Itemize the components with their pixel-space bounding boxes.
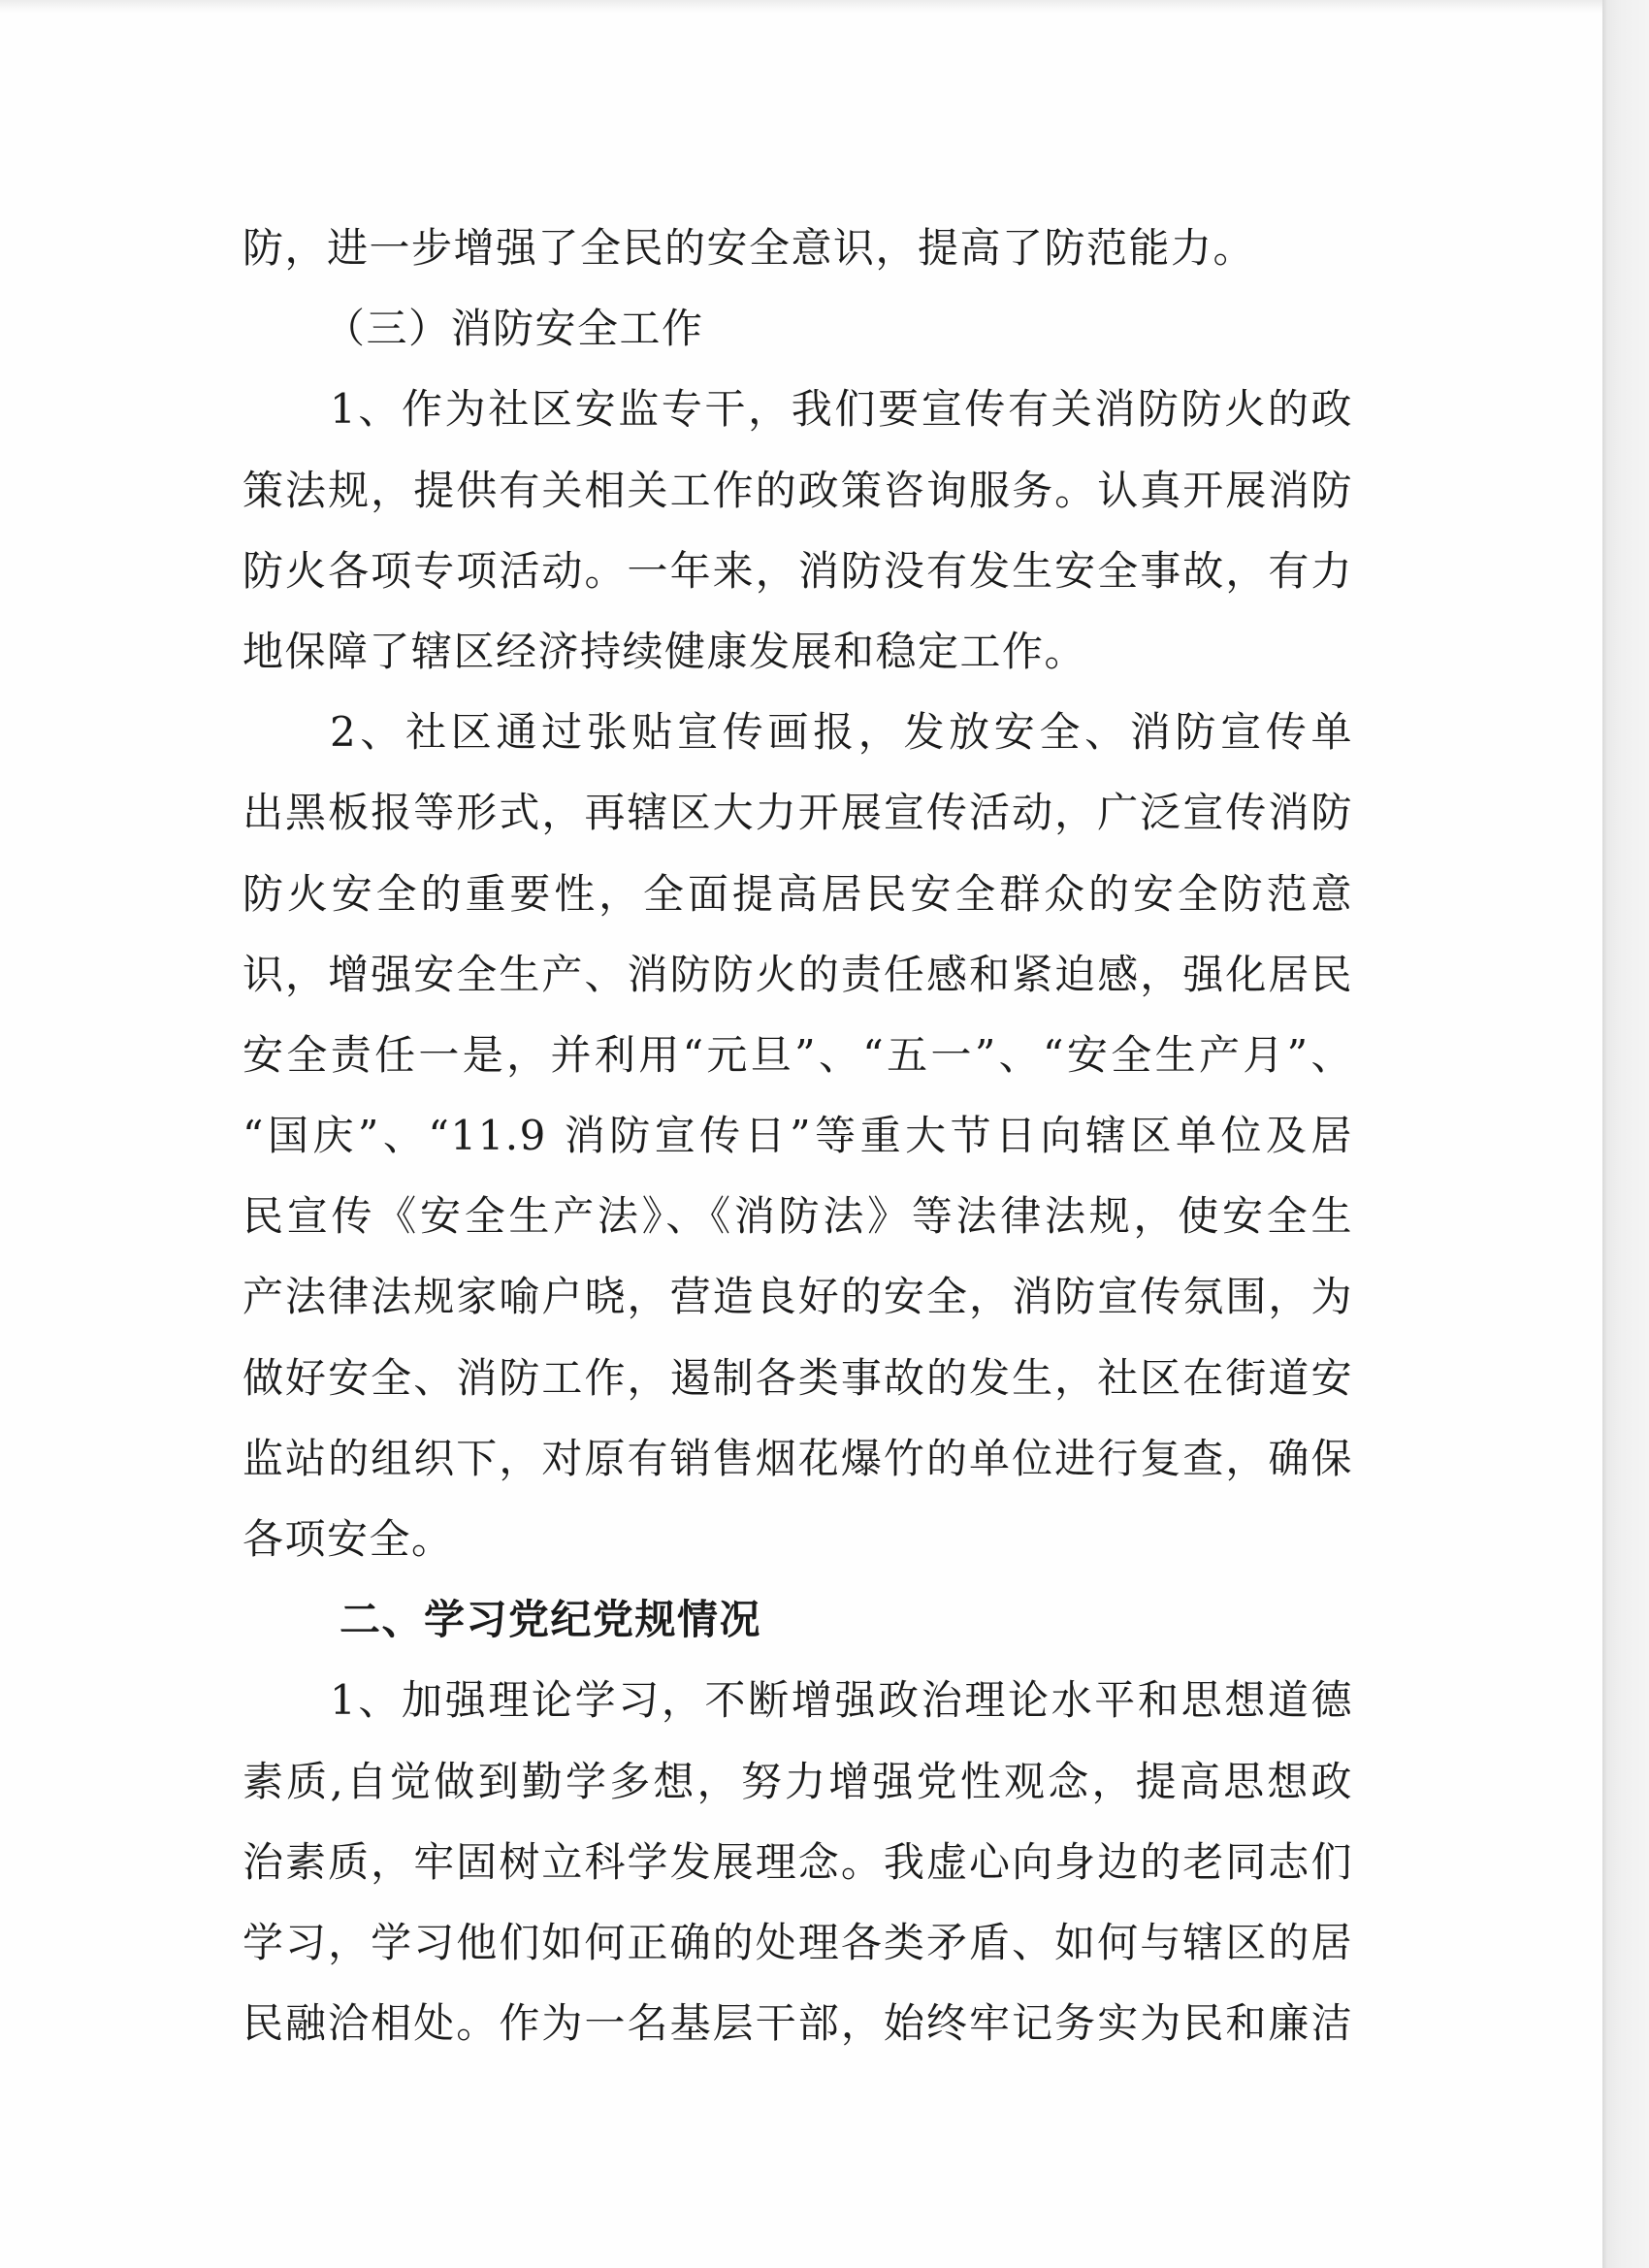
paragraph-study-1 xyxy=(242,1660,1353,2063)
text-line: 地保障了辖区经济持续健康发展和稳定工作。 xyxy=(242,627,1087,675)
text-line: 产法律法规家喻户晓，营造良好的安全，消防宣传氛围，为 xyxy=(242,1273,1353,1321)
text-line: 防火各项专项活动。一年来，消防没有发生安全事故，有力 xyxy=(242,546,1353,595)
paragraph-fire-safety-1 xyxy=(242,369,1353,692)
scan-edge-right xyxy=(1602,0,1649,2268)
continuation-paragraph xyxy=(242,208,1353,288)
text-line: 出黑板报等形式，再辖区大力开展宣传活动，广泛宣传消防 xyxy=(242,789,1353,837)
section-heading: 二、学习党纪党规情况 xyxy=(340,1596,762,1644)
text-line: 民融洽相处。作为一名基层干部，始终牢记务实为民和廉洁 xyxy=(242,1999,1353,2048)
text-line: 策法规，提供有关相关工作的政策咨询服务。认真开展消防 xyxy=(242,466,1353,514)
text-line: 治素质，牢固树立科学发展理念。我虚心向身边的老同志们 xyxy=(242,1837,1353,1886)
text-line: 民宣传《安全生产法》、《消防法》等法律法规，使安全生 xyxy=(242,1192,1353,1241)
text-line: 学习，学习他们如何正确的处理各类矛盾、如何与辖区的居 xyxy=(242,1918,1353,1966)
text-line: 1、加强理论学习，不断增强政治理论水平和思想道德 xyxy=(330,1676,1353,1725)
paragraph-fire-safety-2 xyxy=(242,692,1353,1579)
text-line: 识，增强安全生产、消防防火的责任感和紧迫感，强化居民 xyxy=(242,950,1353,998)
text-line: 各项安全。 xyxy=(242,1515,454,1563)
document-body xyxy=(242,208,1353,2063)
text-line: 做好安全、消防工作，遏制各类事故的发生，社区在街道安 xyxy=(242,1353,1353,1402)
text-line: 安全责任一是，并利用“元旦”、“五一”、“安全生产月”、 xyxy=(242,1030,1353,1079)
scan-edge-top xyxy=(0,0,1602,14)
text-line: 2、社区通过张贴宣传画报，发放安全、消防宣传单 xyxy=(330,708,1353,757)
subsection-heading: （三）消防安全工作 xyxy=(324,305,704,353)
text-line: 素质,自觉做到勤学多想，努力增强党性观念，提高思想政 xyxy=(242,1757,1353,1805)
text-line: 防火安全的重要性，全面提高居民安全群众的安全防范意 xyxy=(242,869,1353,918)
text-line: 1、作为社区安监专干，我们要宣传有关消防防火的政 xyxy=(330,385,1353,434)
text-line: “国庆”、“11.9 消防宣传日”等重大节日向辖区单位及居 xyxy=(242,1112,1353,1160)
text-line: 监站的组织下，对原有销售烟花爆竹的单位进行复查，确保 xyxy=(242,1434,1353,1482)
text-line: 防，进一步增强了全民的安全意识，提高了防范能力。 xyxy=(242,224,1256,272)
